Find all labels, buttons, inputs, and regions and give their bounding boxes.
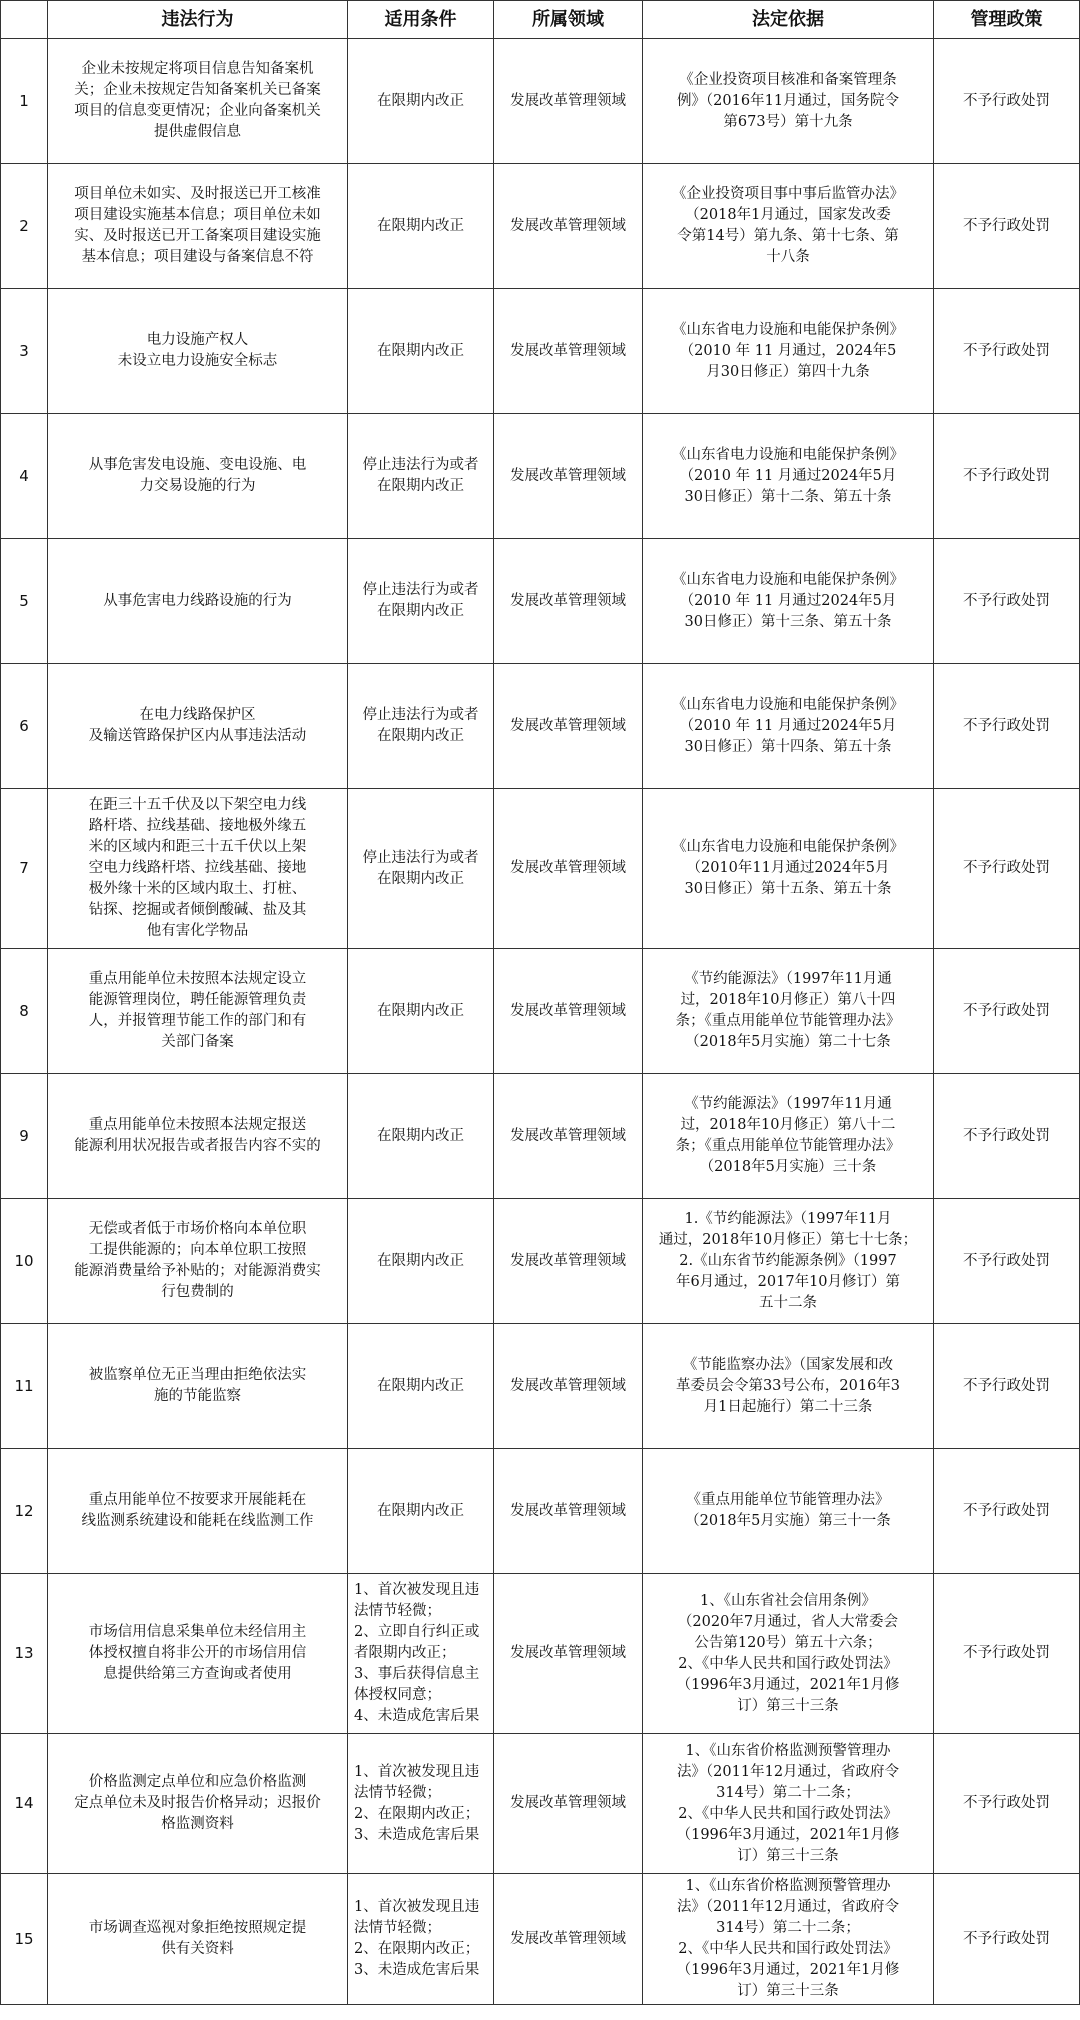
condition-cell — [348, 1199, 494, 1324]
header-policy: 管理政策 — [934, 1, 1080, 39]
row-number: 15 — [1, 1874, 48, 2005]
condition-line: 法情节轻微； — [354, 1784, 441, 1801]
policy-cell: 不予行政处罚 — [934, 1074, 1080, 1199]
condition-cell — [348, 164, 494, 289]
condition-line: 在限期内改正 — [377, 1502, 464, 1519]
condition-line: 在限期内改正 — [377, 603, 464, 619]
basis-line: 《山东省电力设施和电能保护条例》 — [672, 839, 904, 855]
condition-line: 1、首次被发现且违 — [354, 1899, 480, 1915]
behavior-cell — [48, 1324, 348, 1449]
basis-line: 过，2018年10月修正）第八十二 — [680, 1117, 896, 1133]
basis-line: 法》（2011年12月通过，省政府令 — [676, 1763, 900, 1780]
table-row — [1, 1074, 1080, 1199]
behavior-line: 能源消费量给予补贴的；对能源消费实 — [74, 1263, 321, 1279]
behavior-cell — [48, 949, 348, 1074]
legal-basis-cell — [643, 1074, 934, 1199]
condition-line: 体授权同意； — [354, 1687, 441, 1703]
basis-line: 1.《节约能源法》（1997年11月 — [684, 1210, 892, 1227]
header-number — [1, 1, 48, 39]
condition-cell — [348, 1734, 494, 1874]
basis-line: 《企业投资项目核准和备案管理条 — [679, 71, 897, 88]
condition-line: 停止违法行为或者 — [362, 707, 479, 723]
behavior-line: 项目的信息变更情况；企业向备案机关 — [74, 103, 321, 119]
legal-basis-cell — [643, 789, 934, 949]
legal-basis-cell — [643, 1199, 934, 1324]
condition-line: 在限期内改正 — [377, 217, 464, 234]
policy-cell: 不予行政处罚 — [934, 289, 1080, 414]
basis-line: 1、《山东省价格监测预警管理办 — [685, 1742, 891, 1759]
table-row — [1, 414, 1080, 539]
behavior-cell — [48, 789, 348, 949]
domain-cell: 发展改革管理领域 — [494, 164, 643, 289]
condition-line: 在限期内改正 — [377, 870, 464, 887]
policy-cell: 不予行政处罚 — [934, 1574, 1080, 1734]
basis-line: 《山东省电力设施和电能保护条例》 — [672, 446, 904, 463]
behavior-line: 施的节能监察 — [154, 1388, 241, 1404]
basis-line: （2010 年 11 月通过2024年5月 — [679, 717, 897, 734]
basis-line: 《重点用能单位节能管理办法》 — [686, 1492, 890, 1508]
condition-line: 3、事后获得信息主 — [354, 1666, 480, 1682]
basis-line: 30日修正）第十四条、第五十条 — [684, 738, 892, 755]
condition-line: 3、未造成危害后果 — [354, 1962, 480, 1978]
basis-line: （2020年7月通过，省人大常委会 — [677, 1613, 899, 1630]
row-number: 9 — [1, 1074, 48, 1199]
basis-line: 2、《中华人民共和国行政处罚法》 — [678, 1655, 898, 1672]
basis-line: （2018年1月通过，国家发改委 — [685, 207, 891, 223]
behavior-cell — [48, 39, 348, 164]
behavior-cell — [48, 164, 348, 289]
behavior-line: 项目单位未如实、及时报送已开工核准 — [74, 186, 321, 202]
condition-cell — [348, 1074, 494, 1199]
table-row — [1, 664, 1080, 789]
behavior-line: 行包费制的 — [161, 1284, 234, 1300]
behavior-line: 市场信用信息采集单位未经信用主 — [88, 1624, 307, 1640]
behavior-line: 钻探、挖掘或者倾倒酸碱、盐及其 — [88, 902, 307, 918]
condition-line: 1、首次被发现且违 — [354, 1582, 480, 1598]
condition-cell — [348, 39, 494, 164]
basis-line: 《企业投资项目事中事后监管办法》 — [672, 186, 904, 202]
basis-line: 1、《山东省社会信用条例》 — [700, 1592, 876, 1609]
behavior-cell — [48, 664, 348, 789]
basis-line: 订）第三十三条 — [737, 1983, 839, 1999]
row-number: 8 — [1, 949, 48, 1074]
behavior-cell — [48, 289, 348, 414]
basis-line: （2010年11月通过2024年5月 — [686, 860, 890, 876]
header-condition: 适用条件 — [348, 1, 494, 39]
condition-line: 2、在限期内改正； — [354, 1941, 480, 1957]
behavior-line: 定点单位未及时报告价格异动；迟报价 — [74, 1795, 321, 1811]
condition-cell — [348, 289, 494, 414]
condition-line: 在限期内改正 — [377, 478, 464, 494]
behavior-line: 工提供能源的；向本单位职工按照 — [88, 1242, 307, 1258]
condition-line: 在限期内改正 — [377, 342, 464, 359]
domain-cell: 发展改革管理领域 — [494, 664, 643, 789]
condition-line: 法情节轻微； — [354, 1603, 441, 1619]
policy-cell: 不予行政处罚 — [934, 664, 1080, 789]
behavior-line: 人，并报管理节能工作的部门和有 — [88, 1013, 307, 1029]
row-number: 3 — [1, 289, 48, 414]
behavior-line: 基本信息；项目建设与备案信息不符 — [81, 249, 314, 265]
row-number: 4 — [1, 414, 48, 539]
basis-line: 30日修正）第十二条、第五十条 — [684, 488, 892, 505]
behavior-cell — [48, 1449, 348, 1574]
policy-cell: 不予行政处罚 — [934, 789, 1080, 949]
basis-line: 《山东省电力设施和电能保护条例》 — [672, 321, 904, 338]
behavior-line: 他有害化学物品 — [146, 923, 249, 939]
row-number: 2 — [1, 164, 48, 289]
row-number: 14 — [1, 1734, 48, 1874]
domain-cell: 发展改革管理领域 — [494, 539, 643, 664]
domain-cell: 发展改革管理领域 — [494, 1734, 643, 1874]
condition-line: 2、立即自行纠正或 — [354, 1624, 480, 1640]
basis-line: （2018年5月实施）第三十一条 — [685, 1513, 891, 1529]
condition-line: 停止违法行为或者 — [362, 582, 479, 598]
basis-line: 1、《山东省价格监测预警管理办 — [685, 1878, 891, 1894]
basis-line: 订）第三十三条 — [737, 1697, 839, 1714]
condition-cell — [348, 1324, 494, 1449]
basis-line: （2010 年 11 月通过2024年5月 — [679, 467, 897, 484]
behavior-line: 价格监测定点单位和应急价格监测 — [88, 1774, 307, 1790]
condition-line: 停止违法行为或者 — [362, 457, 479, 473]
row-number: 6 — [1, 664, 48, 789]
condition-line: 1、首次被发现且违 — [354, 1763, 480, 1780]
basis-line: 五十二条 — [759, 1294, 817, 1311]
domain-cell: 发展改革管理领域 — [494, 1324, 643, 1449]
behavior-line: 被监察单位无正当理由拒绝依法实 — [88, 1367, 307, 1383]
row-number: 7 — [1, 789, 48, 949]
behavior-line: 力交易设施的行为 — [139, 478, 256, 494]
basis-line: 革委员会令第33号公布，2016年3 — [675, 1377, 901, 1394]
row-number: 12 — [1, 1449, 48, 1574]
behavior-line: 格监测资料 — [161, 1816, 234, 1832]
basis-line: 令第14号）第九条、第十七条、第 — [677, 228, 899, 244]
condition-line: 在限期内改正 — [377, 92, 464, 109]
condition-cell — [348, 789, 494, 949]
table-row — [1, 1574, 1080, 1734]
domain-cell: 发展改革管理领域 — [494, 1199, 643, 1324]
condition-line: 停止违法行为或者 — [362, 849, 479, 866]
behavior-cell — [48, 539, 348, 664]
behavior-line: 米的区域内和距三十五千伏以上架 — [88, 839, 307, 855]
condition-line: 者限期内改正； — [354, 1645, 456, 1661]
domain-cell: 发展改革管理领域 — [494, 414, 643, 539]
basis-line: 314号）第二十二条； — [716, 1784, 860, 1801]
policy-cell: 不予行政处罚 — [934, 164, 1080, 289]
behavior-line: 关；企业未按规定告知备案机关已备案 — [74, 82, 321, 98]
behavior-line: 重点用能单位未按照本法规定报送 — [88, 1117, 307, 1133]
condition-line: 在限期内改正 — [377, 1002, 464, 1019]
basis-line: 《节约能源法》（1997年11月通 — [684, 1096, 892, 1112]
behavior-line: 无偿或者低于市场价格向本单位职 — [88, 1221, 307, 1237]
basis-line: 公告第120号）第五十六条； — [694, 1634, 882, 1651]
condition-cell — [348, 414, 494, 539]
condition-cell — [348, 1874, 494, 2005]
basis-line: 《山东省电力设施和电能保护条例》 — [672, 571, 904, 588]
behavior-line: 极外缘十米的区域内取土、打桩、 — [88, 881, 307, 897]
basis-line: 30日修正）第十五条、第五十条 — [684, 881, 892, 897]
table-row — [1, 1449, 1080, 1574]
basis-line: 法》（2011年12月通过，省政府令 — [676, 1899, 900, 1915]
policy-cell: 不予行政处罚 — [934, 39, 1080, 164]
table-row — [1, 789, 1080, 949]
behavior-line: 能源管理岗位，聘任能源管理负责 — [88, 992, 307, 1008]
policy-cell: 不予行政处罚 — [934, 1734, 1080, 1874]
behavior-line: 重点用能单位不按要求开展能耗在 — [88, 1492, 307, 1508]
condition-cell — [348, 539, 494, 664]
basis-line: 2.《山东省节约能源条例》（1997 — [679, 1252, 897, 1269]
behavior-line: 提供虚假信息 — [154, 124, 241, 140]
legal-basis-cell — [643, 414, 934, 539]
row-number: 13 — [1, 1574, 48, 1734]
behavior-line: 从事危害发电设施、变电设施、电 — [88, 457, 307, 473]
basis-line: 2、《中华人民共和国行政处罚法》 — [678, 1941, 898, 1957]
domain-cell: 发展改革管理领域 — [494, 789, 643, 949]
policy-cell: 不予行政处罚 — [934, 949, 1080, 1074]
behavior-line: 关部门备案 — [161, 1034, 234, 1050]
behavior-line: 体授权擅自将非公开的市场信用信 — [88, 1645, 307, 1661]
basis-line: 2、《中华人民共和国行政处罚法》 — [678, 1805, 898, 1822]
behavior-cell — [48, 414, 348, 539]
policy-cell: 不予行政处罚 — [934, 1324, 1080, 1449]
header-domain: 所属领域 — [494, 1, 643, 39]
condition-line: 4、未造成危害后果 — [354, 1708, 480, 1724]
behavior-line: 未设立电力设施安全标志 — [117, 353, 278, 369]
policy-cell: 不予行政处罚 — [934, 1874, 1080, 2005]
basis-line: （1996年3月通过，2021年1月修 — [676, 1676, 900, 1693]
condition-cell — [348, 1449, 494, 1574]
behavior-line: 重点用能单位未按照本法规定设立 — [88, 971, 307, 987]
domain-cell: 发展改革管理领域 — [494, 1074, 643, 1199]
basis-line: 《节约能源法》（1997年11月通 — [684, 971, 892, 987]
basis-line: 第673号）第十九条 — [723, 113, 853, 130]
legal-basis-cell — [643, 289, 934, 414]
table-row — [1, 39, 1080, 164]
table-row — [1, 949, 1080, 1074]
condition-cell — [348, 1574, 494, 1734]
basis-line: 30日修正）第十三条、第五十条 — [684, 613, 892, 630]
domain-cell: 发展改革管理领域 — [494, 1449, 643, 1574]
behavior-line: 实、及时报送已开工备案项目建设实施 — [74, 228, 321, 244]
table-row — [1, 1874, 1080, 2005]
basis-line: 月30日修正）第四十九条 — [706, 363, 870, 380]
basis-line: 月1日起施行）第二十三条 — [703, 1398, 873, 1415]
basis-line: 过，2018年10月修正）第八十四 — [680, 992, 896, 1008]
row-number: 1 — [1, 39, 48, 164]
behavior-cell — [48, 1574, 348, 1734]
basis-line: （2018年5月实施）三十条 — [699, 1159, 877, 1175]
behavior-line: 线监测系统建设和能耗在线监测工作 — [81, 1513, 314, 1529]
row-number: 5 — [1, 539, 48, 664]
basis-line: （2010 年 11 月通过，2024年5 — [679, 342, 897, 359]
behavior-line: 能源利用状况报告或者报告内容不实的 — [74, 1138, 321, 1154]
condition-line: 在限期内改正 — [377, 1127, 464, 1144]
legal-basis-cell — [643, 39, 934, 164]
table-row — [1, 1734, 1080, 1874]
basis-line: （2010 年 11 月通过2024年5月 — [679, 592, 897, 609]
behavior-line: 供有关资料 — [161, 1941, 234, 1957]
row-number: 10 — [1, 1199, 48, 1324]
table-header-row — [1, 1, 1080, 39]
domain-cell: 发展改革管理领域 — [494, 1874, 643, 2005]
policy-cell: 不予行政处罚 — [934, 1199, 1080, 1324]
legal-basis-cell — [643, 1874, 934, 2005]
behavior-line: 及输送管路保护区内从事违法活动 — [88, 728, 307, 744]
basis-line: 条；《重点用能单位节能管理办法》 — [675, 1013, 901, 1029]
header-basis: 法定依据 — [643, 1, 934, 39]
behavior-cell — [48, 1734, 348, 1874]
behavior-cell — [48, 1199, 348, 1324]
condition-line: 在限期内改正 — [377, 1377, 464, 1394]
behavior-line: 项目建设实施基本信息；项目单位未如 — [74, 207, 321, 223]
basis-line: 年6月通过，2017年10月修订）第 — [675, 1273, 901, 1290]
table-row — [1, 539, 1080, 664]
legal-basis-cell — [643, 1734, 934, 1874]
policy-cell: 不予行政处罚 — [934, 414, 1080, 539]
legal-basis-cell — [643, 1324, 934, 1449]
behavior-line: 在距三十五千伏及以下架空电力线 — [88, 797, 307, 813]
domain-cell: 发展改革管理领域 — [494, 289, 643, 414]
basis-line: 订）第三十三条 — [737, 1847, 839, 1864]
legal-basis-cell — [643, 664, 934, 789]
basis-line: 314号）第二十二条； — [716, 1920, 860, 1936]
behavior-line: 企业未按规定将项目信息告知备案机 — [81, 61, 314, 77]
legal-basis-cell — [643, 1449, 934, 1574]
condition-line: 3、未造成危害后果 — [354, 1826, 480, 1843]
domain-cell: 发展改革管理领域 — [494, 1574, 643, 1734]
basis-line: 通过，2018年10月修正）第七十七条； — [658, 1231, 918, 1248]
basis-line: 十八条 — [766, 249, 810, 265]
condition-line: 2、在限期内改正； — [354, 1805, 480, 1822]
domain-cell: 发展改革管理领域 — [494, 949, 643, 1074]
domain-cell: 发展改革管理领域 — [494, 39, 643, 164]
behavior-line: 空电力线路杆塔、拉线基础、接地 — [88, 860, 307, 876]
basis-line: 《节能监察办法》（国家发展和改 — [682, 1356, 894, 1373]
legal-basis-cell — [643, 1574, 934, 1734]
basis-line: （1996年3月通过，2021年1月修 — [676, 1826, 900, 1843]
behavior-line: 市场调查巡视对象拒绝按照规定提 — [88, 1920, 307, 1936]
basis-line: 条；《重点用能单位节能管理办法》 — [675, 1138, 901, 1154]
behavior-line: 路杆塔、拉线基础、接地极外缘五 — [88, 818, 307, 834]
table-row — [1, 164, 1080, 289]
legal-basis-cell — [643, 949, 934, 1074]
policy-cell: 不予行政处罚 — [934, 1449, 1080, 1574]
row-number: 11 — [1, 1324, 48, 1449]
legal-basis-cell — [643, 539, 934, 664]
behavior-line: 息提供给第三方查询或者使用 — [103, 1666, 292, 1682]
basis-line: 《山东省电力设施和电能保护条例》 — [672, 696, 904, 713]
basis-line: 例》（2016年11月通过，国务院令 — [676, 92, 900, 109]
table-row — [1, 1199, 1080, 1324]
legal-basis-cell — [643, 164, 934, 289]
behavior-cell — [48, 1074, 348, 1199]
basis-line: （2018年5月实施）第二十七条 — [685, 1034, 891, 1050]
table-row — [1, 289, 1080, 414]
behavior-line: 在电力线路保护区 — [139, 707, 256, 723]
behavior-cell — [48, 1874, 348, 2005]
behavior-line: 电力设施产权人 — [146, 332, 249, 348]
condition-cell — [348, 949, 494, 1074]
header-behavior: 违法行为 — [48, 1, 348, 39]
table-row — [1, 1324, 1080, 1449]
behavior-line: 从事危害电力线路设施的行为 — [103, 592, 292, 609]
policy-cell: 不予行政处罚 — [934, 539, 1080, 664]
condition-line: 在限期内改正 — [377, 728, 464, 744]
basis-line: （1996年3月通过，2021年1月修 — [676, 1962, 900, 1978]
condition-line: 法情节轻微； — [354, 1920, 441, 1936]
condition-cell — [348, 664, 494, 789]
condition-line: 在限期内改正 — [377, 1252, 464, 1269]
